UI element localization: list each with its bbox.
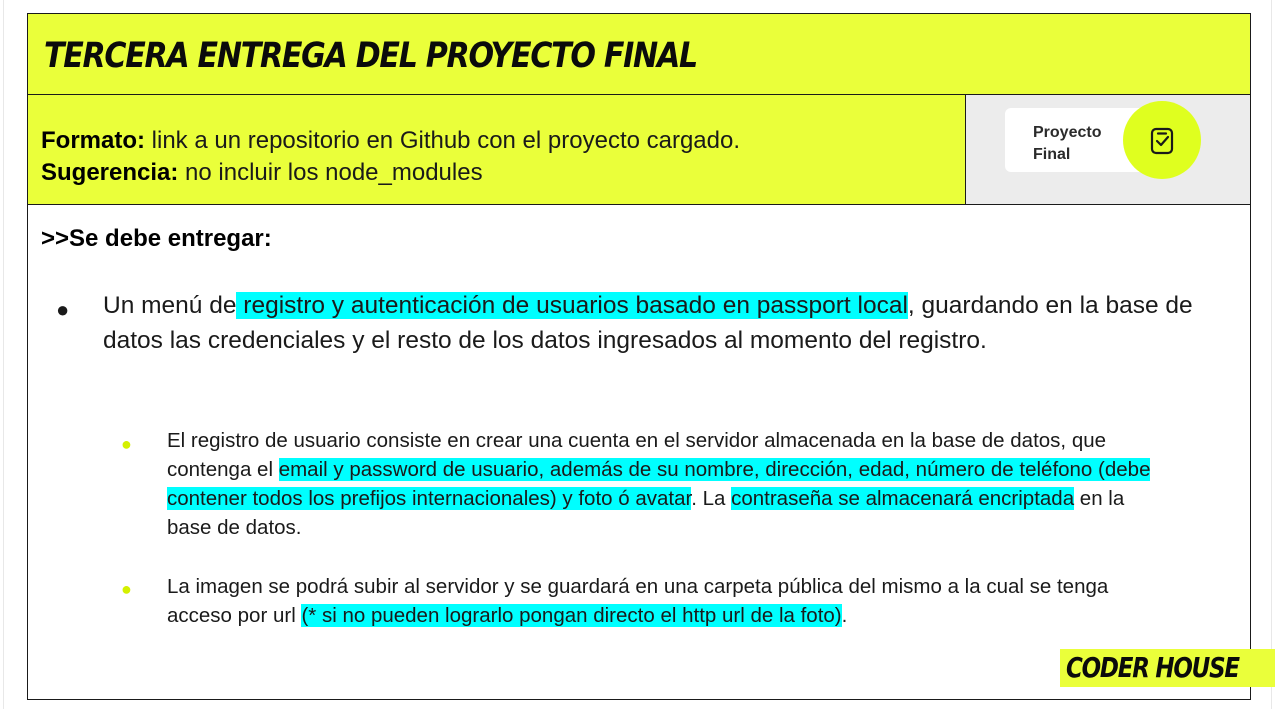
sub-item-2-before: La imagen se podrá subir al servidor y se guardará en una carpeta pública del mismo a la cual se tenga acceso por url xyxy=(167,575,1109,627)
main-item-before: Un menú de xyxy=(103,292,237,319)
coderhouse-logo xyxy=(1060,649,1275,687)
sub-item-1-middle: . La xyxy=(691,487,732,510)
sub-item-1-after: en la base de datos. xyxy=(167,487,1125,539)
sugerencia-label: Sugerencia: xyxy=(41,159,179,186)
badge-line-2: Final xyxy=(1033,146,1071,163)
slide-card xyxy=(27,13,1251,700)
info-bar xyxy=(28,95,966,205)
sub-item-1-highlight-1: email y password de usuario, además de su nombre, dirección, edad, número de teléfono (debe contener todos los prefijos internacionales) y foto ó avatar xyxy=(167,458,1151,510)
sub-item-1-text xyxy=(167,426,1167,542)
sub-bullet-2: ● xyxy=(121,579,132,599)
sugerencia-text: no incluir los node_modules xyxy=(178,159,483,186)
sugerencia-line xyxy=(41,159,483,187)
sub-item-2-text xyxy=(167,572,1167,630)
section-divider xyxy=(28,204,1250,205)
badge-area xyxy=(966,95,1250,205)
sub-bullet-1: ● xyxy=(121,434,132,454)
main-item-text xyxy=(103,288,1193,358)
main-item-highlight: registro y autenticación de usuarios basado en passport local xyxy=(236,292,908,319)
checklist-icon xyxy=(1146,124,1178,156)
formato-line xyxy=(41,127,740,155)
main-item-after: , guardando en la base de datos las credenciales y el resto de los datos ingresados al momento del registro. xyxy=(103,292,1193,354)
page-edge-right xyxy=(1271,0,1272,709)
formato-text: link a un repositorio en Github con el proyecto cargado. xyxy=(145,127,741,154)
sub-item-1-highlight-2: contraseña se almacenará encriptada xyxy=(731,487,1075,510)
badge-line-1: Proyecto xyxy=(1033,124,1102,141)
main-bullet: ● xyxy=(56,297,70,322)
sub-item-2-highlight: (* si no pueden lograrlo pongan directo el http url de la foto) xyxy=(301,604,842,627)
page-title: TERCERA ENTREGA DEL PROYECTO FINAL xyxy=(44,36,697,76)
deliver-heading: >>Se debe entregar: xyxy=(41,225,272,252)
coderhouse-logo-text: CODER HOUSE xyxy=(1066,651,1239,684)
title-bar xyxy=(28,14,1250,95)
badge-text xyxy=(1033,122,1101,166)
sub-item-2-after: . xyxy=(841,604,848,627)
sub-item-1-before: El registro de usuario consiste en crear una cuenta en el servidor almacenada en la base de datos, que contenga el xyxy=(167,429,1107,481)
badge-circle xyxy=(1123,101,1201,179)
formato-label: Formato: xyxy=(41,127,145,154)
page-edge-left xyxy=(3,0,4,709)
